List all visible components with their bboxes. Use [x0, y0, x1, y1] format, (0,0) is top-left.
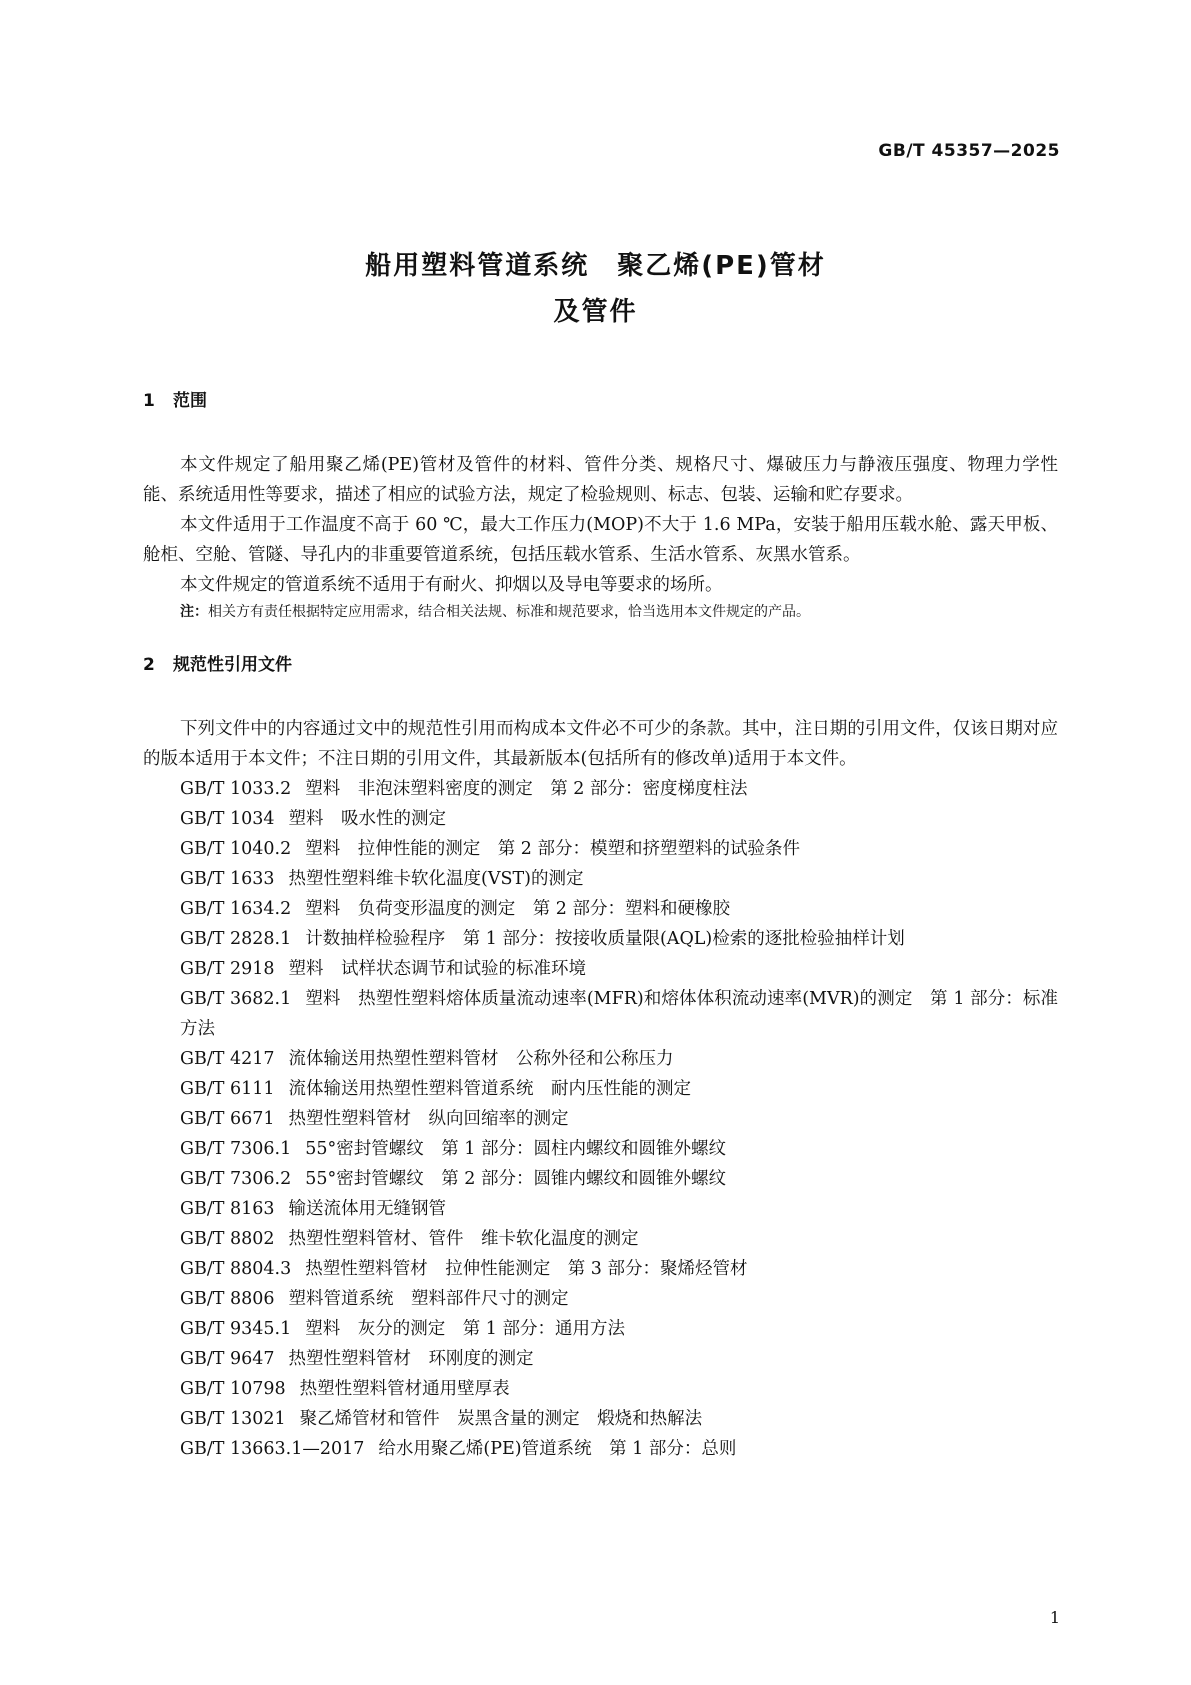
- reference-code: GB/T 1634.2: [180, 899, 292, 919]
- reference-code: GB/T 1040.2: [180, 839, 292, 859]
- reference-title: 输送流体用无缝钢管: [288, 1199, 447, 1219]
- paragraph: 下列文件中的内容通过文中的规范性引用而构成本文件必不可少的条款。其中，注日期的引用文件，仅该日期对应的版本适用于本文件；不注日期的引用文件，其最新版本(包括所有的修改单)适用于本文件。: [143, 719, 1058, 769]
- reference-item: [143, 1074, 1058, 1104]
- reference-title: 热塑性塑料管材 纵向回缩率的测定: [288, 1109, 569, 1129]
- reference-code: GB/T 1033.2: [180, 779, 292, 799]
- reference-item: [143, 1284, 1058, 1314]
- section-number: 2: [143, 655, 155, 675]
- reference-code: GB/T 8806: [180, 1289, 275, 1309]
- reference-code: GB/T 2828.1: [180, 929, 292, 949]
- reference-code: GB/T 4217: [180, 1049, 275, 1069]
- spacer: [143, 416, 1058, 450]
- standard-number: GB/T 45357—2025: [878, 141, 1060, 161]
- reference-item: [143, 804, 1058, 834]
- note-label: 注：: [180, 604, 208, 620]
- reference-title: 热塑性塑料管材、管件 维卡软化温度的测定: [288, 1229, 639, 1249]
- note: [143, 600, 1058, 624]
- document-body: [143, 386, 1058, 1464]
- reference-title: 塑料 灰分的测定 第 1 部分：通用方法: [305, 1319, 625, 1339]
- reference-code: GB/T 7306.2: [180, 1169, 292, 1189]
- reference-list: [143, 774, 1058, 1464]
- section-number: 1: [143, 391, 155, 411]
- spacer: [143, 680, 1058, 714]
- reference-code: GB/T 6111: [180, 1079, 275, 1099]
- section-heading-scope: [143, 386, 1058, 416]
- reference-code: GB/T 10798: [180, 1379, 286, 1399]
- reference-code: GB/T 13663.1—2017: [180, 1439, 365, 1459]
- note-text: 相关方有责任根据特定应用需求，结合相关法规、标准和规范要求，恰当选用本文件规定的产品。: [208, 604, 810, 620]
- reference-title: 给水用聚乙烯(PE)管道系统 第 1 部分：总则: [378, 1439, 737, 1459]
- reference-code: GB/T 9345.1: [180, 1319, 292, 1339]
- reference-item: [143, 774, 1058, 804]
- reference-item: [143, 924, 1058, 954]
- reference-code: GB/T 8163: [180, 1199, 275, 1219]
- reference-title: 流体输送用热塑性塑料管道系统 耐内压性能的测定: [288, 1079, 692, 1099]
- reference-item: [143, 1104, 1058, 1134]
- page-number: 1: [1049, 1608, 1060, 1627]
- reference-code: GB/T 8802: [180, 1229, 275, 1249]
- section-title: 范围: [173, 391, 207, 411]
- reference-title: 热塑性塑料维卡软化温度(VST)的测定: [288, 869, 584, 889]
- reference-item: [143, 1224, 1058, 1254]
- reference-item: [143, 1134, 1058, 1164]
- reference-item: [143, 1314, 1058, 1344]
- reference-code: GB/T 6671: [180, 1109, 275, 1129]
- reference-title: 塑料管道系统 塑料部件尺寸的测定: [288, 1289, 569, 1309]
- reference-code: GB/T 7306.1: [180, 1139, 292, 1159]
- document-title-line-1: 船用塑料管道系统 聚乙烯(PE)管材: [365, 251, 826, 281]
- reference-item: [143, 1194, 1058, 1224]
- section-heading-normative-references: [143, 650, 1058, 680]
- reference-title: 塑料 试样状态调节和试验的标准环境: [288, 959, 587, 979]
- reference-item: [143, 1254, 1058, 1284]
- reference-title: 塑料 吸水性的测定: [288, 809, 447, 829]
- reference-title: 热塑性塑料管材 拉伸性能测定 第 3 部分：聚烯烃管材: [305, 1259, 748, 1279]
- reference-item: [143, 834, 1058, 864]
- reference-title: 55°密封管螺纹 第 2 部分：圆锥内螺纹和圆锥外螺纹: [305, 1169, 726, 1189]
- reference-item: [143, 1344, 1058, 1374]
- reference-item: [143, 1164, 1058, 1194]
- spacer: [143, 624, 1058, 650]
- section-title: 规范性引用文件: [173, 655, 292, 675]
- reference-title: 计数抽样检验程序 第 1 部分：按接收质量限(AQL)检索的逐批检验抽样计划: [305, 929, 905, 949]
- reference-item: [143, 954, 1058, 984]
- reference-title: 塑料 负荷变形温度的测定 第 2 部分：塑料和硬橡胶: [305, 899, 730, 919]
- document-title-line-2: 及管件: [553, 297, 638, 327]
- reference-item: [143, 864, 1058, 894]
- reference-title: 热塑性塑料管材通用壁厚表: [299, 1379, 510, 1399]
- paragraph: 本文件规定了船用聚乙烯(PE)管材及管件的材料、管件分类、规格尺寸、爆破压力与静液压强度、物理力学性能、系统适用性等要求，描述了相应的试验方法，规定了检验规则、标志、包装、运输和贮存要求。: [143, 455, 1058, 505]
- reference-code: GB/T 2918: [180, 959, 275, 979]
- reference-item: [143, 1044, 1058, 1074]
- reference-title: 塑料 非泡沫塑料密度的测定 第 2 部分：密度梯度柱法: [305, 779, 748, 799]
- reference-code: GB/T 1034: [180, 809, 275, 829]
- reference-item: [143, 1374, 1058, 1404]
- paragraph: 本文件适用于工作温度不高于 60 ℃，最大工作压力(MOP)不大于 1.6 MPa，安装于船用压载水舱、露天甲板、舱柜、空舱、管隧、导孔内的非重要管道系统，包括压载水管系、生活水管系、灰黑水管系。: [143, 515, 1058, 565]
- reference-code: GB/T 1633: [180, 869, 275, 889]
- reference-title: 塑料 拉伸性能的测定 第 2 部分：模塑和挤塑塑料的试验条件: [305, 839, 800, 859]
- reference-item: [143, 1434, 1058, 1464]
- reference-title: 塑料 热塑性塑料熔体质量流动速率(MFR)和熔体体积流动速率(MVR)的测定 第 1 部分：标准方法: [180, 989, 1058, 1039]
- reference-code: GB/T 3682.1: [180, 989, 292, 1009]
- paragraph: 本文件规定的管道系统不适用于有耐火、抑烟以及导电等要求的场所。: [180, 575, 723, 595]
- reference-code: GB/T 8804.3: [180, 1259, 292, 1279]
- reference-code: GB/T 9647: [180, 1349, 275, 1369]
- reference-title: 聚乙烯管材和管件 炭黑含量的测定 煅烧和热解法: [299, 1409, 703, 1429]
- reference-title: 热塑性塑料管材 环刚度的测定: [288, 1349, 534, 1369]
- reference-code: GB/T 13021: [180, 1409, 286, 1429]
- reference-item: [143, 894, 1058, 924]
- reference-title: 55°密封管螺纹 第 1 部分：圆柱内螺纹和圆锥外螺纹: [305, 1139, 726, 1159]
- reference-title: 流体输送用热塑性塑料管材 公称外径和公称压力: [288, 1049, 674, 1069]
- reference-item: [143, 1404, 1058, 1434]
- reference-item: [143, 984, 1058, 1044]
